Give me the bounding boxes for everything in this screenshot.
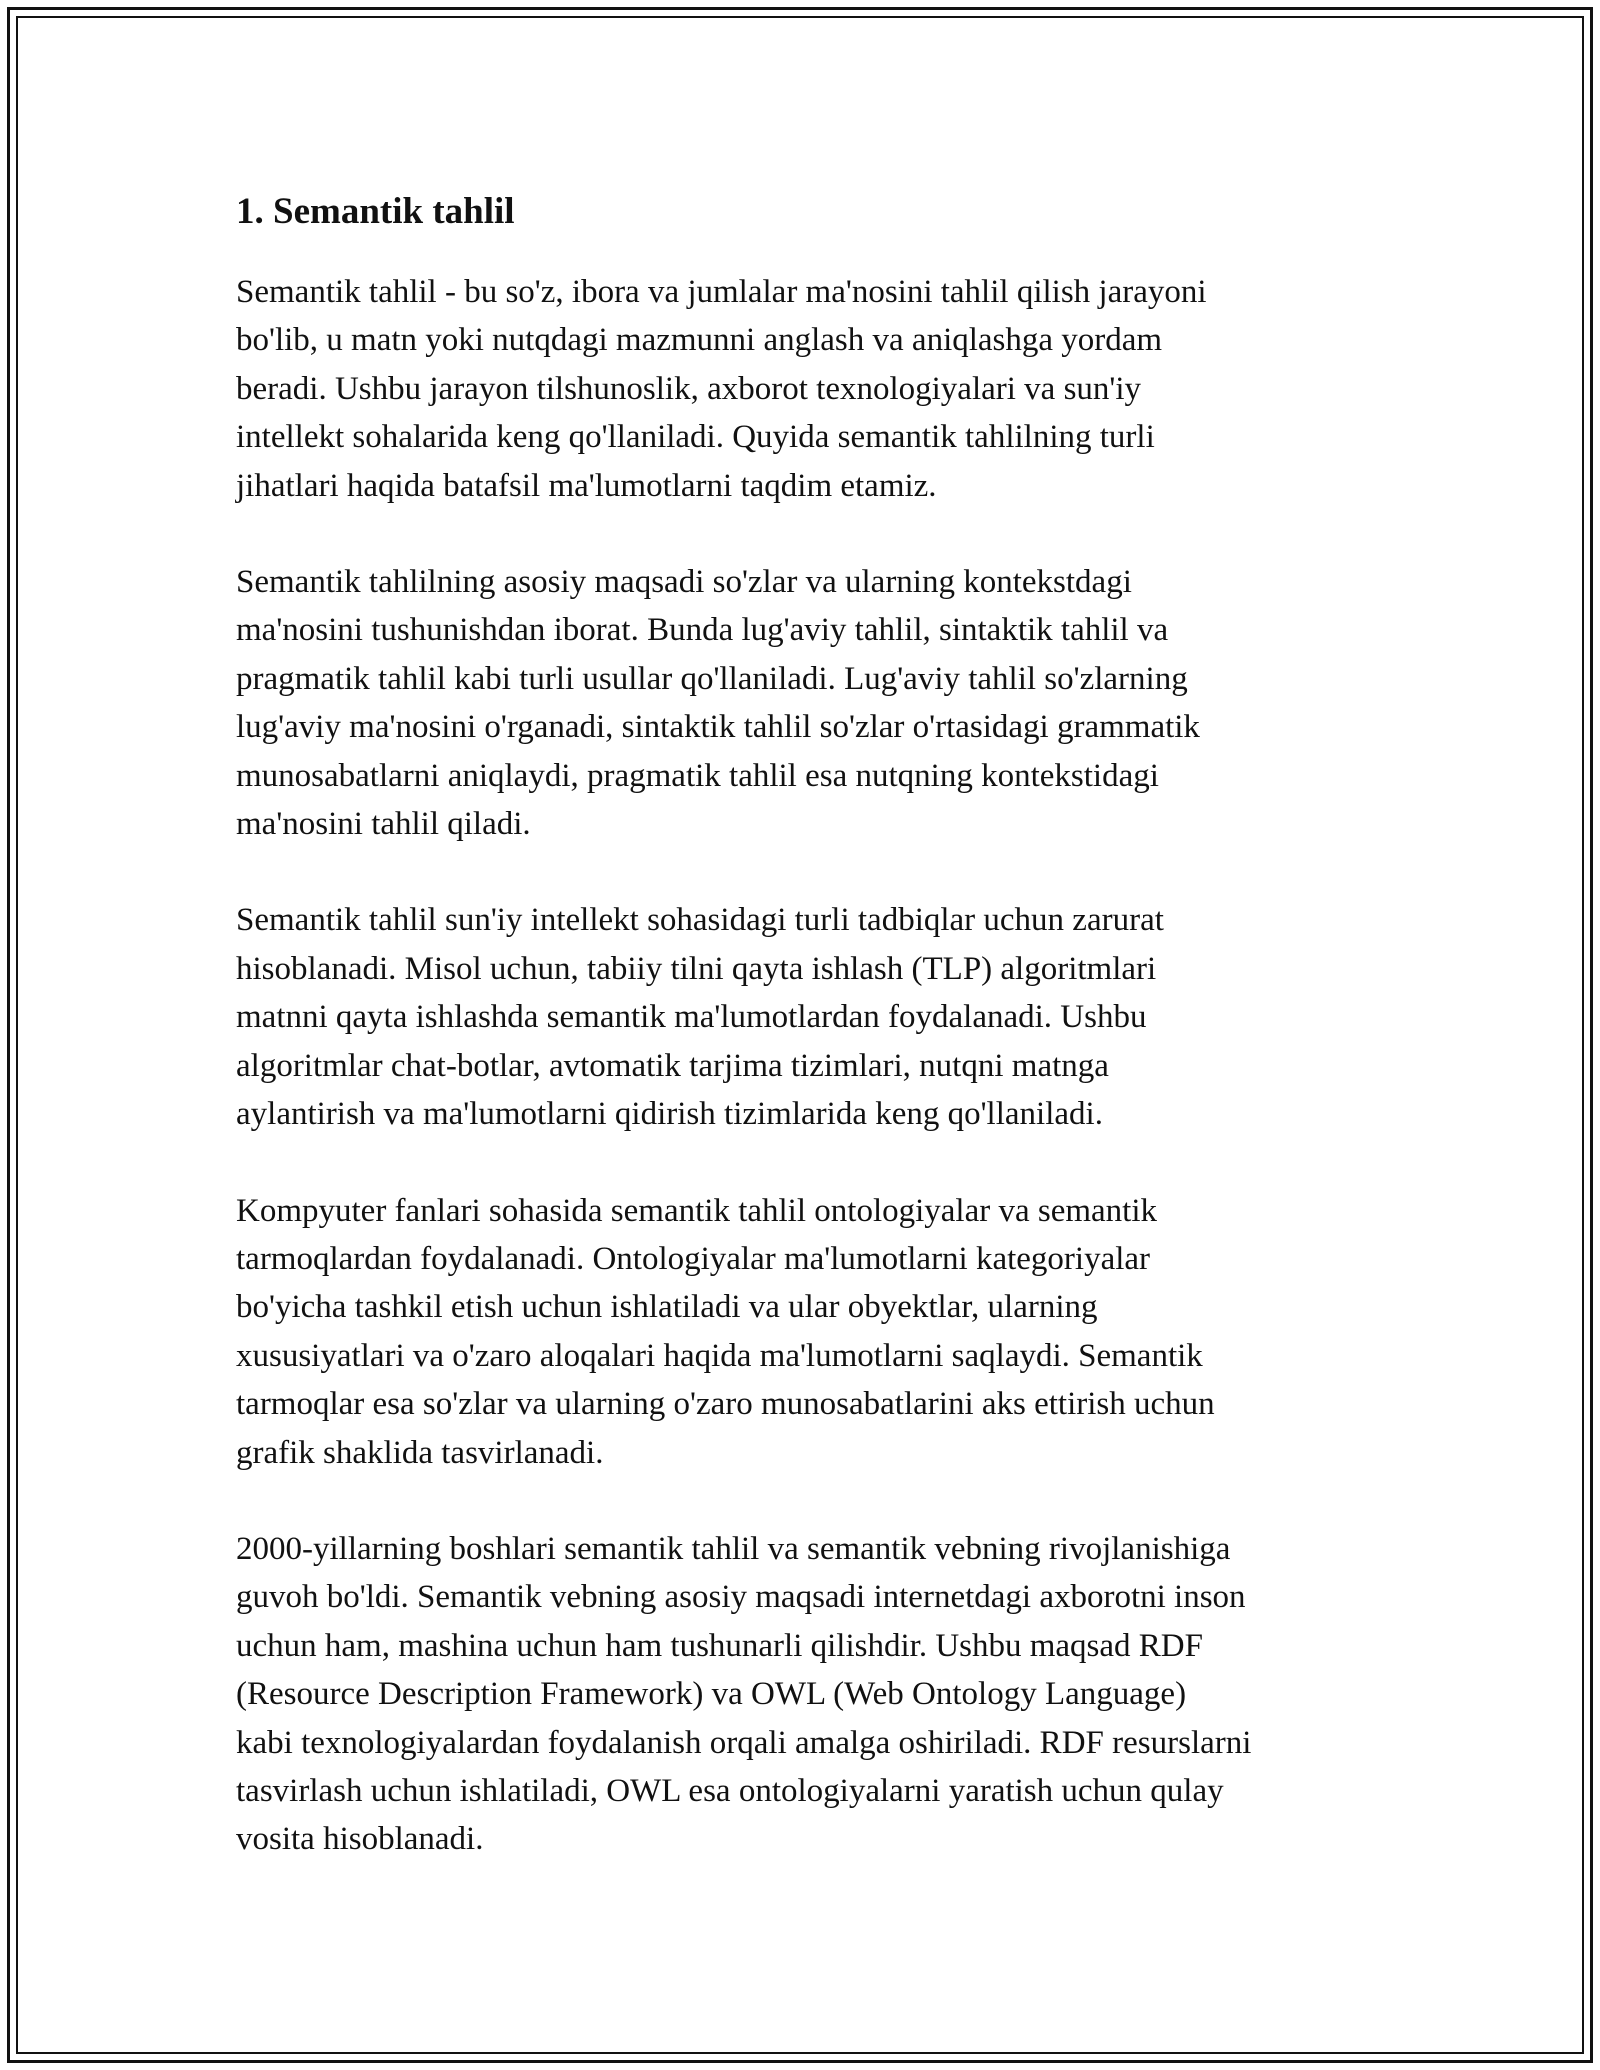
paragraph-4 [236, 1187, 1366, 1477]
section-heading: 1. Semantik tahlil [236, 191, 515, 232]
text-line: tasvirlash uchun ishlatiladi, OWL esa ontologiyalarni yaratish uchun qulay [236, 1772, 1224, 1809]
text-line: ma'nosini tahlil qiladi. [236, 806, 531, 843]
paragraph-2 [236, 558, 1366, 848]
text-line: intellekt sohalarida keng qo'llaniladi. Quyida semantik tahlilning turli [236, 419, 1155, 456]
text-line: bo'lib, u matn yoki nutqdagi mazmunni anglash va aniqlashga yordam [236, 322, 1163, 359]
text-line: hisoblanadi. Misol uchun, tabiiy tilni qayta ishlash (TLP) algoritmlari [236, 950, 1157, 987]
text-line: guvoh bo'ldi. Semantik vebning asosiy maqsadi internetdagi axborotni inson [236, 1579, 1246, 1616]
text-line: ma'nosini tushunishdan iborat. Bunda lug'aviy tahlil, sintaktik tahlil va [236, 612, 1169, 649]
text-line: bo'yicha tashkil etish uchun ishlatiladi va ular obyektlar, ularning [236, 1289, 1098, 1326]
text-line: beradi. Ushbu jarayon tilshunoslik, axborot texnologiyalari va sun'iy [236, 370, 1142, 407]
text-line: tarmoqlardan foydalanadi. Ontologiyalar ma'lumotlarni kategoriyalar [236, 1240, 1151, 1277]
text-line: vosita hisoblanadi. [236, 1821, 484, 1858]
text-line: kabi texnologiyalardan foydalanish orqali amalga oshiriladi. RDF resurslarni [236, 1724, 1252, 1761]
text-line: xususiyatlari va o'zaro aloqalari haqida ma'lumotlarni saqlaydi. Semantik [236, 1337, 1203, 1374]
document-body [236, 186, 1366, 1912]
text-line: Kompyuter fanlari sohasida semantik tahlil ontologiyalar va semantik [236, 1192, 1158, 1229]
text-line: Semantik tahlil - bu so'z, ibora va jumlalar ma'nosini tahlil qilish jarayoni [236, 274, 1207, 310]
text-line: jihatlari haqida batafsil ma'lumotlarni taqdim etamiz. [236, 467, 937, 504]
paragraph-3 [236, 896, 1366, 1138]
text-line: pragmatik tahlil kabi turli usullar qo'llaniladi. Lug'aviy tahlil so'zlarning [236, 660, 1188, 697]
paragraph-5 [236, 1525, 1366, 1864]
text-line: tarmoqlar esa so'zlar va ularning o'zaro munosabatlarini aks ettirish uchun [236, 1386, 1215, 1423]
text-line: uchun ham, mashina uchun ham tushunarli qilishdir. Ushbu maqsad RDF [236, 1627, 1203, 1664]
text-line: Semantik tahlilning asosiy maqsadi so'zlar va ularning kontekstdagi [236, 564, 1132, 601]
text-line: lug'aviy ma'nosini o'rganadi, sintaktik tahlil so'zlar o'rtasidagi grammatik [236, 709, 1200, 746]
text-line: grafik shaklida tasvirlanadi. [236, 1434, 604, 1471]
text-line: algoritmlar chat-botlar, avtomatik tarjima tizimlari, nutqni matnga [236, 1047, 1109, 1084]
text-line: (Resource Description Framework) va OWL (Web Ontology Language) [236, 1676, 1187, 1713]
text-line: aylantirish va ma'lumotlarni qidirish tizimlarida keng qo'llaniladi. [236, 1096, 1103, 1133]
text-line: 2000-yillarning boshlari semantik tahlil va semantik vebning rivojlanishiga [236, 1530, 1231, 1567]
text-line: Semantik tahlil sun'iy intellekt sohasidagi turli tadbiqlar uchun zarurat [236, 902, 1164, 939]
text-line: munosabatlarni aniqlaydi, pragmatik tahlil esa nutqning kontekstidagi [236, 757, 1159, 794]
paragraph-1 [236, 268, 1366, 510]
text-line: matnni qayta ishlashda semantik ma'lumotlardan foydalanadi. Ushbu [236, 999, 1147, 1036]
